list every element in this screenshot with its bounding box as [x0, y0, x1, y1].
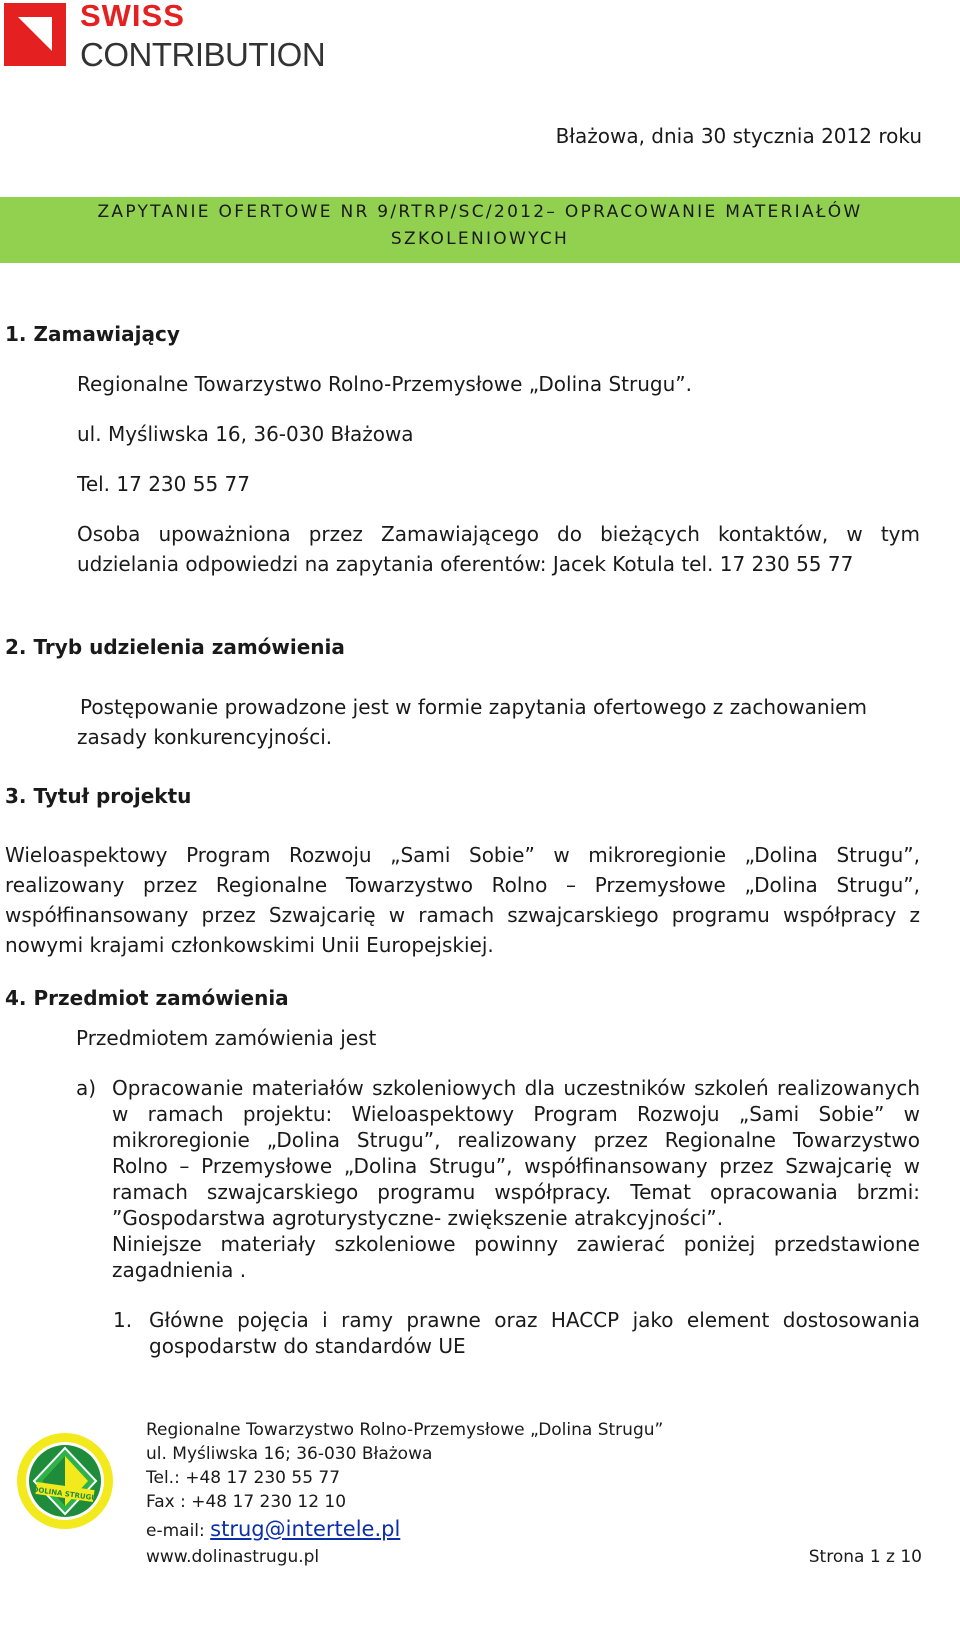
footer-email-link[interactable]: strug@intertele.pl	[210, 1517, 401, 1541]
logo-text-contribution: CONTRIBUTION	[80, 36, 326, 73]
footer-org-name: Regionalne Towarzystwo Rolno-Przemysłowe „Dolina Strugu”	[146, 1420, 664, 1440]
item-a-line: zagadnienia .	[112, 1258, 247, 1282]
footer-email-label: e-mail:	[146, 1521, 211, 1541]
contact-person-line1: Osoba upoważniona przez Zamawiającego do bieżących kontaktów, w tym	[77, 522, 920, 546]
project-title-line1: Wieloaspektowy Program Rozwoju „Sami Sobie” w mikroregionie „Dolina Strugu”,	[5, 843, 920, 867]
sub-item-1-line2: gospodarstw do standardów UE	[149, 1334, 466, 1358]
item-a-line: Niniejsze materiały szkoleniowe powinny zawierać poniżej przedstawione	[112, 1232, 920, 1256]
sub-item-1-marker: 1.	[113, 1308, 133, 1332]
item-a-line: ”Gospodarstwa agroturystyczne- zwiększenie atrakcyjności”.	[112, 1206, 724, 1230]
subject-intro: Przedmiotem zamówienia jest	[76, 1026, 377, 1050]
footer-phone: Tel.: +48 17 230 55 77	[146, 1468, 341, 1488]
logo-text-swiss: SWISS	[80, 0, 185, 33]
item-a-line: Opracowanie materiałów szkoleniowych dla uczestników szkoleń realizowanych	[112, 1076, 920, 1100]
contracting-org-name: Regionalne Towarzystwo Rolno-Przemysłowe „Dolina Strugu”.	[77, 372, 692, 396]
footer-website[interactable]: www.dolinastrugu.pl	[146, 1547, 320, 1567]
footer-email-row	[146, 1517, 400, 1541]
document-title-line2: SZKOLENIOWYCH	[390, 229, 570, 249]
item-a-line: Rolno – Przemysłowe „Dolina Strugu”, współfinansowany przez Szwajcarię w	[112, 1154, 920, 1178]
item-a-line: w ramach projektu: Wieloaspektowy Program Rozwoju „Sami Sobie” w	[112, 1102, 920, 1126]
section-3-heading: 3. Tytuł projektu	[5, 784, 192, 808]
contact-person-line2: udzielania odpowiedzi na zapytania oferentów: Jacek Kotula tel. 17 230 55 77	[77, 552, 854, 576]
procedure-mode-line1: Postępowanie prowadzone jest w formie zapytania ofertowego z zachowaniem	[80, 695, 867, 719]
footer-address: ul. Myśliwska 16; 36-030 Błażowa	[146, 1444, 433, 1464]
contracting-org-phone: Tel. 17 230 55 77	[77, 472, 250, 496]
dolina-strugu-logo	[16, 1432, 114, 1530]
item-a-line: ramach szwajcarskiego programu współpracy. Temat opracowania brzmi:	[112, 1180, 920, 1204]
project-title-line4: nowymi krajami członkowskimi Unii Europejskiej.	[5, 933, 494, 957]
sub-item-1-line1: Główne pojęcia i ramy prawne oraz HACCP jako element dostosowania	[149, 1308, 920, 1332]
section-2-heading: 2. Tryb udzielenia zamówienia	[5, 635, 345, 659]
section-4-heading: 4. Przedmiot zamówienia	[5, 986, 289, 1010]
place-date: Błażowa, dnia 30 stycznia 2012 roku	[555, 124, 922, 148]
item-a-marker: a)	[76, 1076, 97, 1100]
document-title-line1: ZAPYTANIE OFERTOWE NR 9/RTRP/SC/2012– OPRACOWANIE MATERIAŁÓW	[97, 202, 863, 222]
project-title-line3: współfinansowany przez Szwajcarię w ramach szwajcarskiego programu współpracy z	[5, 903, 920, 927]
swiss-contribution-logo-mark	[4, 3, 66, 66]
item-a-line: mikroregionie „Dolina Strugu”, realizowany przez Regionalne Towarzystwo	[112, 1128, 920, 1152]
contracting-org-address: ul. Myśliwska 16, 36-030 Błażowa	[77, 422, 414, 446]
page-number: Strona 1 z 10	[808, 1547, 922, 1567]
svg-text:DOLINA STRUGU: DOLINA STRUGU	[32, 1485, 98, 1503]
section-1-heading: 1. Zamawiający	[5, 322, 180, 346]
document-title-banner	[0, 197, 960, 263]
project-title-line2: realizowany przez Regionalne Towarzystwo Rolno – Przemysłowe „Dolina Strugu”,	[5, 873, 920, 897]
footer-fax: Fax : +48 17 230 12 10	[146, 1492, 347, 1512]
procedure-mode-line2: zasady konkurencyjności.	[77, 725, 333, 749]
